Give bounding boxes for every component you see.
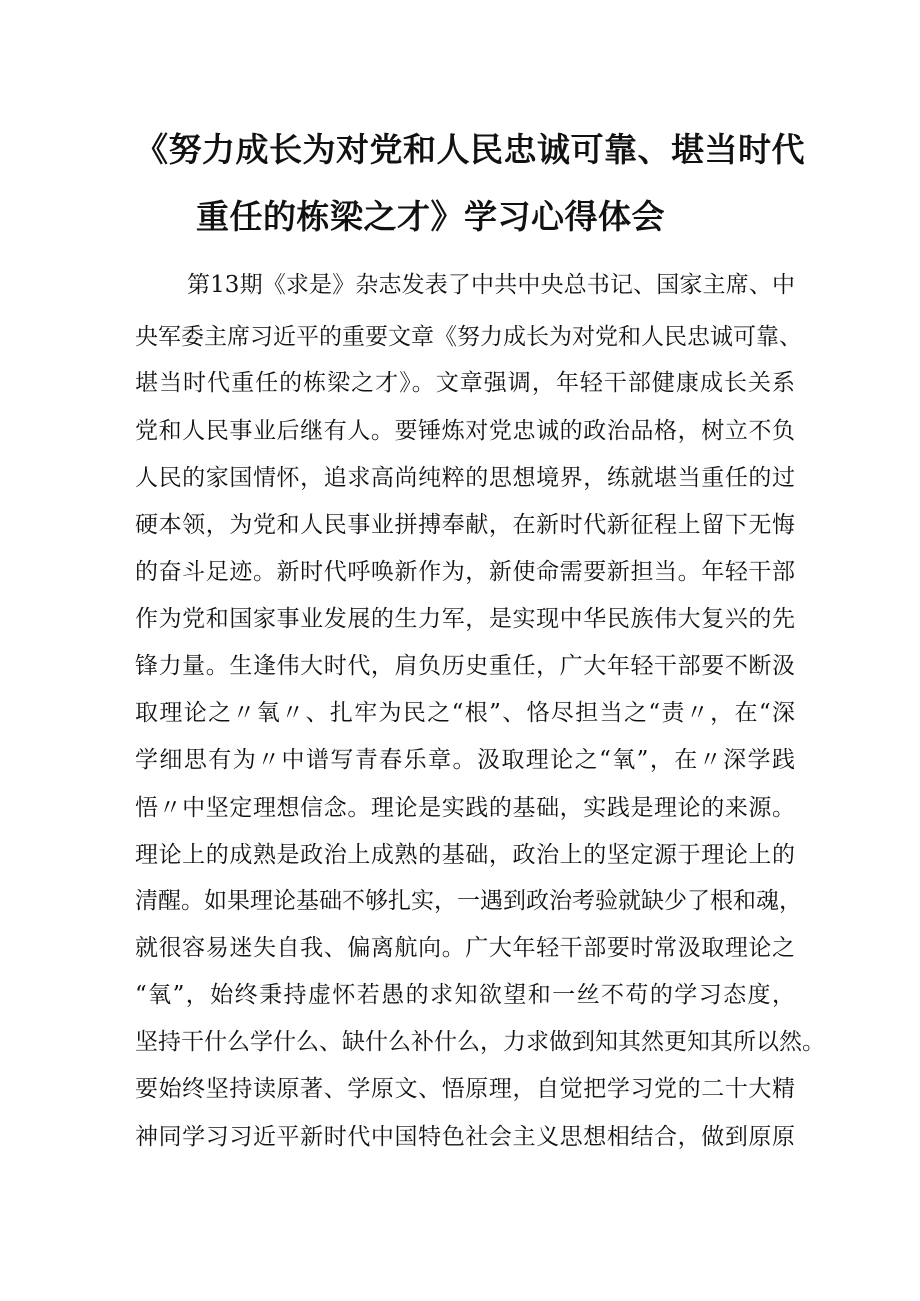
paragraph-line: 清醒。如果理论基础不够扎实，一遇到政治考验就缺少了根和魂，	[135, 888, 802, 914]
paragraph-line: 坚持干什么学什么、缺什么补什么，力求做到知其然更知其所以然。	[135, 1029, 825, 1055]
paragraph-line: 就很容易迷失自我、偏离航向。广大年轻干部要时常汲取理论之	[135, 935, 795, 961]
paragraph-line: 悟〃中坚定理想信念。理论是实践的基础，实践是理论的来源。	[135, 795, 795, 821]
paragraph-line: 第13期《求是》杂志发表了中共中央总书记、国家主席、中	[187, 272, 795, 298]
paragraph-line: 要始终坚持读原著、学原文、悟原理，自觉把学习党的二十大精	[135, 1076, 795, 1102]
paragraph-line: 硬本领，为党和人民事业拼搏奉献，在新时代新征程上留下无悔	[135, 512, 795, 538]
paragraph-line: 人民的家国情怀，追求高尚纯粹的思想境界，练就堪当重任的过	[135, 465, 795, 491]
paragraph-line: 作为党和国家事业发展的生力军，是实现中华民族伟大复兴的先	[135, 606, 795, 632]
paragraph-line: 取理论之〃氧〃、扎牢为民之“根”、恪尽担当之“责〃，在“深	[135, 700, 795, 726]
paragraph-line: 党和人民事业后继有人。要锤炼对党忠诚的政治品格，树立不负	[135, 418, 795, 444]
paragraph-line: 神同学习习近平新时代中国特色社会主义思想相结合，做到原原	[135, 1124, 795, 1150]
paragraph-line: 堪当时代重任的栋梁之才》。文章强调，年轻干部健康成长关系	[135, 370, 795, 396]
document-title-line-1: 《努力成长为对党和人民忠诚可靠、堪当时代	[135, 130, 805, 169]
document-title-line-2: 重任的栋梁之才》学习心得体会	[196, 197, 665, 236]
paragraph-line: 的奋斗足迹。新时代呼唤新作为，新使命需要新担当。年轻干部	[135, 559, 795, 585]
paragraph-line: 理论上的成熟是政治上成熟的基础，政治上的坚定源于理论上的	[135, 842, 795, 868]
paragraph-line: 央军委主席习近平的重要文章《努力成长为对党和人民忠诚可靠、	[135, 324, 802, 350]
paragraph-line: “氧”，始终秉持虚怀若愚的求知欲望和一丝不苟的学习态度，	[135, 982, 795, 1008]
paragraph-line: 学细思有为〃中谱写青春乐章。汲取理论之“氧”，在〃深学践	[135, 747, 795, 773]
paragraph-line: 锋力量。生逢伟大时代，肩负历史重任，广大年轻干部要不断汲	[135, 653, 795, 679]
